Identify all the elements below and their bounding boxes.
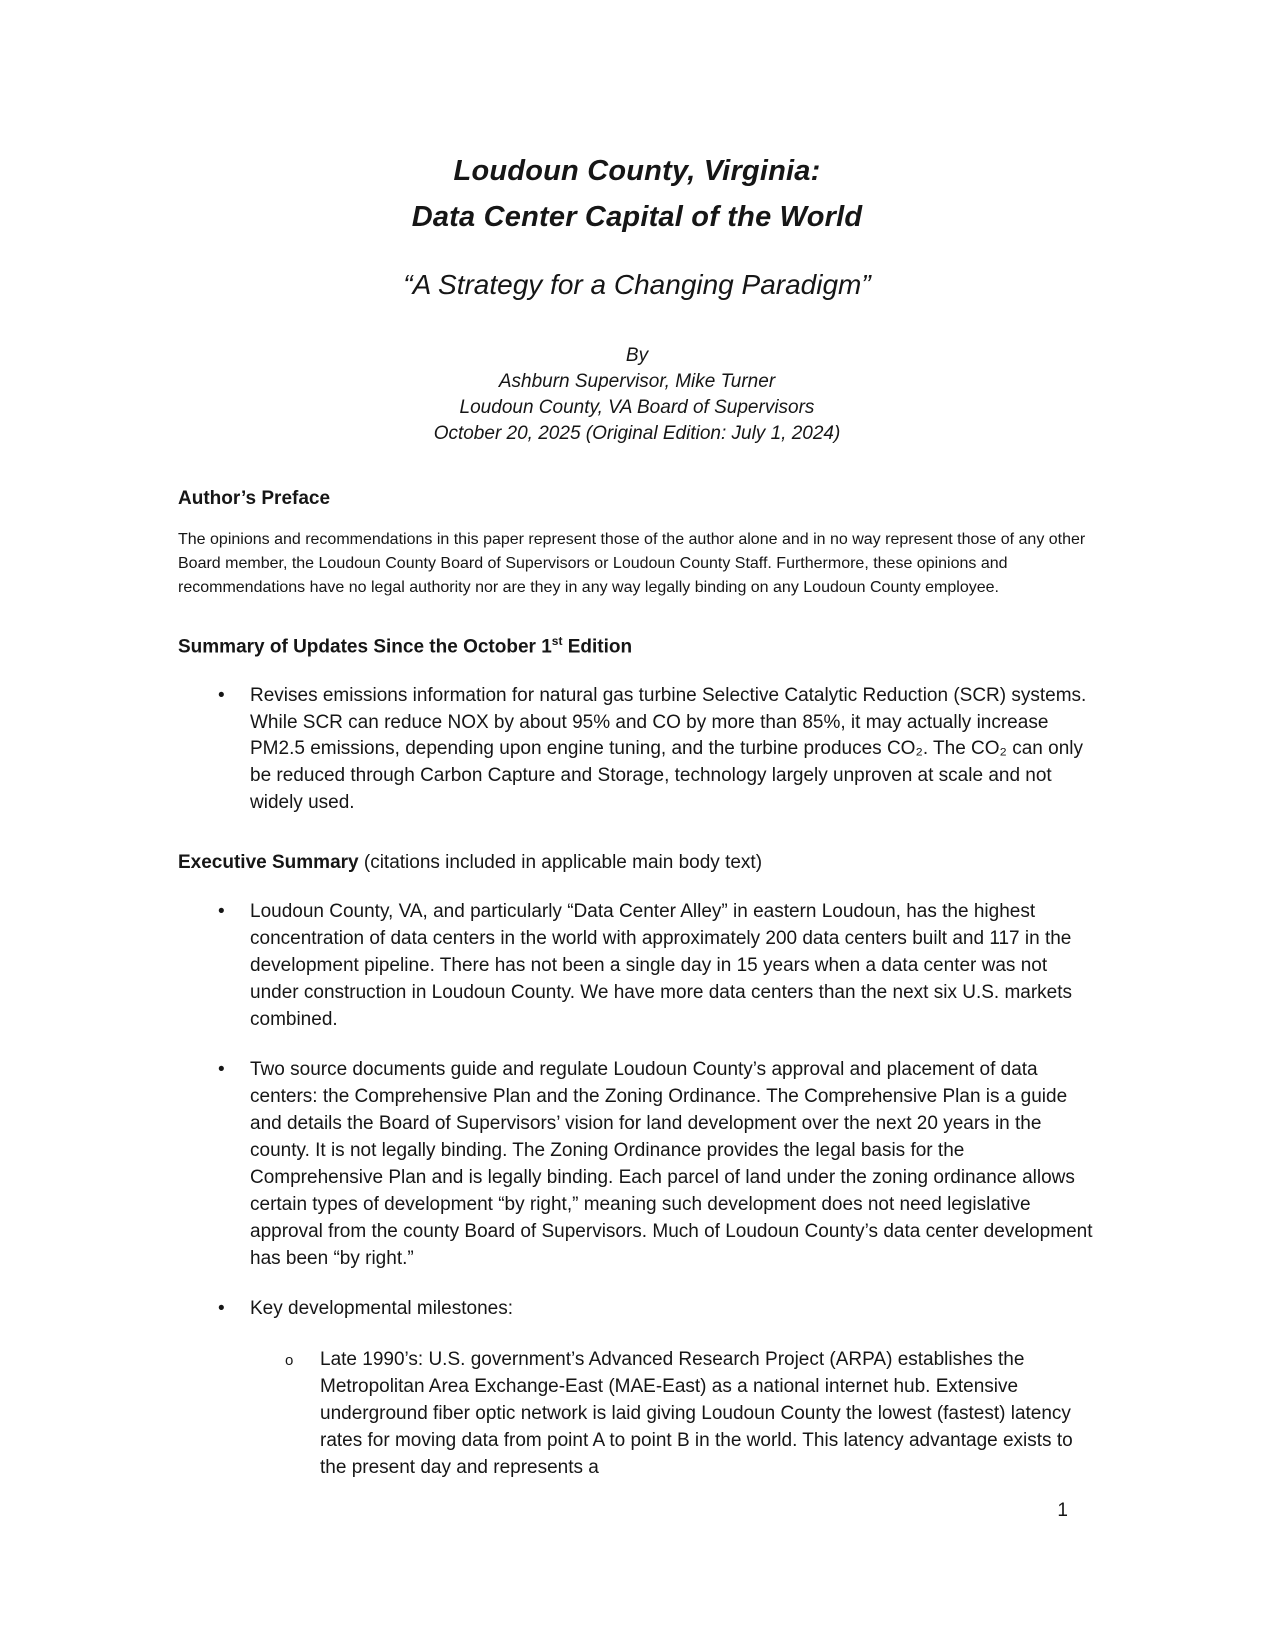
byline-block	[178, 343, 1096, 447]
updates-heading-prefix: Summary of Updates Since the October 1	[178, 635, 552, 657]
executive-sub-bullet-item	[178, 1347, 1096, 1482]
bullet-marker: •	[218, 684, 225, 706]
executive-bullet-item	[178, 1296, 1096, 1323]
executive-bullet-text: Loudoun County, VA, and particularly “Data Center Alley” in eastern Loudoun, has the highest concentration of data centers in the world with approximately 200 data centers built and 117 in the development pipeline. There has not been a single day in 15 years when a data center was not under construction in Loudoun County. We have more data centers than the next six U.S. markets combined.	[250, 901, 1073, 1030]
byline-by: By	[625, 344, 649, 366]
updates-heading-suffix: Edition	[562, 635, 633, 657]
summary-of-updates-heading	[178, 634, 1096, 660]
executive-bullet-text: Two source documents guide and regulate Loudoun County’s approval and placement of data centers: the Comprehensive Plan and the Zoning Ordinance. The Comprehensive Plan is a guide and details the Board of Supervisors’ vision for land development over the next 20 years in the county. It is not legally binding. The Zoning Ordinance provides the legal basis for the Comprehensive Plan and is legally binding. Each parcel of land under the zoning ordinance allows certain types of development “by right,” meaning such development does not need legislative approval from the county Board of Supervisors. Much of Loudoun County’s data center development has been “by right.”	[250, 1058, 1093, 1269]
executive-summary-heading	[178, 851, 1096, 876]
executive-sub-bullet-text: Late 1990’s: U.S. government’s Advanced Research Project (ARPA) establishes the Metropolitan Area Exchange-East (MAE-East) as a national internet hub. Extensive underground fiber optic network is laid giving Loudoun County the lowest (fastest) latency rates for moving data from point A to point B in the world. This latency advantage exists to the present day and represents a	[320, 1348, 1073, 1478]
executive-bullet-item	[178, 1057, 1096, 1273]
authors-preface-body: The opinions and recommendations in this paper represent those of the author alone and in no way represent those of any other Board member, the Loudoun County Board of Supervisors or Loudoun County Staff. Furthermore, these opinions and recommendations have no legal authority nor are they in any way legally binding on any Loudoun County employee.	[178, 530, 1086, 596]
sub-bullet-marker: o	[285, 1351, 294, 1369]
byline-organization: Loudoun County, VA Board of Supervisors	[459, 396, 815, 418]
document-title-line2: Data Center Capital of the World	[411, 201, 863, 234]
bullet-marker: •	[218, 1058, 225, 1080]
authors-preface-heading: Author’s Preface	[178, 487, 331, 509]
executive-bullet-text: Key developmental milestones:	[250, 1297, 513, 1319]
byline-author: Ashburn Supervisor, Mike Turner	[498, 370, 776, 392]
updates-heading-superscript: st	[551, 633, 563, 648]
document-title-line1: Loudoun County, Virginia:	[453, 155, 821, 187]
executive-bullet-item	[178, 899, 1096, 1034]
executive-summary-heading-bold: Executive Summary	[178, 852, 359, 874]
updates-bullet-text: Revises emissions information for natural gas turbine Selective Catalytic Reduction (SCR) systems. While SCR can reduce NOX by about 95% and CO by more than 85%, it may actually increase PM2.5 emissions, depending upon engine tuning, and the turbine produces CO₂. The CO₂ can only be reduced through Carbon Capture and Storage, technology largely unproven at scale and not widely used.	[250, 684, 1087, 814]
document-title	[178, 148, 1096, 241]
executive-summary-heading-note: (citations included in applicable main body text)	[358, 852, 763, 874]
byline-date: October 20, 2025 (Original Edition: July 1, 2024)	[433, 422, 841, 444]
document-subtitle: “A Strategy for a Changing Paradigm”	[403, 268, 871, 300]
bullet-marker: •	[218, 1297, 225, 1319]
updates-bullet-item	[178, 683, 1096, 818]
page-number: 1	[1057, 1500, 1068, 1521]
bullet-marker: •	[218, 901, 225, 923]
